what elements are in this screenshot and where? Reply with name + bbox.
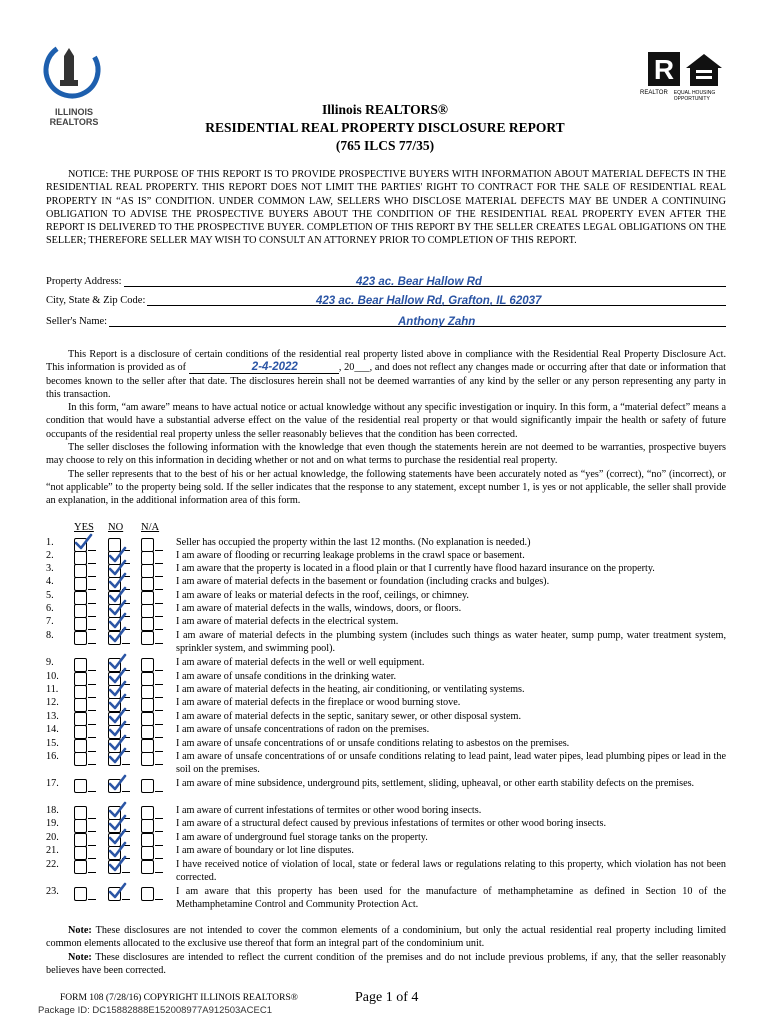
question-number: 2.	[46, 550, 54, 561]
answer-underline	[88, 899, 96, 900]
question-8-no-checkbox[interactable]	[108, 631, 121, 645]
question-19-na-checkbox[interactable]	[141, 819, 154, 833]
city-state-zip-label: City, State & Zip Code:	[46, 295, 146, 306]
question-7-yes-checkbox[interactable]	[74, 617, 87, 631]
form-copyright: FORM 108 (7/28/16) COPYRIGHT ILLINOIS REALTORS®	[60, 993, 298, 1003]
column-na-header: N/A	[141, 522, 160, 533]
question-text: I am aware of material defects in the well or well equipment.	[176, 657, 425, 668]
question-number: 8.	[46, 630, 54, 641]
question-number: 16.	[46, 751, 59, 762]
question-17-no-checkbox[interactable]	[108, 779, 121, 793]
seller-name-input[interactable]: Anthony Zahn	[398, 316, 476, 328]
note-2	[46, 951, 726, 978]
question-23-no-checkbox[interactable]	[108, 887, 121, 901]
question-number: 14.	[46, 724, 59, 735]
question-text: I am aware of current infestations of termites or other wood boring insects.	[176, 805, 482, 816]
answer-underline	[88, 550, 96, 551]
question-text: I am aware of unsafe concentrations of radon on the premises.	[176, 724, 430, 735]
answer-underline	[88, 563, 96, 564]
answer-underline	[88, 764, 96, 765]
answer-underline	[155, 629, 163, 630]
answer-underline	[122, 791, 130, 792]
question-19-yes-checkbox[interactable]	[74, 819, 87, 833]
question-text: I am aware of material defects in the heating, air conditioning, or ventilating systems.	[176, 684, 525, 695]
question-16-no-checkbox[interactable]	[108, 752, 121, 766]
note-1-label: Note:	[68, 925, 92, 936]
answer-underline	[88, 697, 96, 698]
answer-underline	[155, 643, 163, 644]
question-number: 5.	[46, 590, 54, 601]
question-2-na-checkbox[interactable]	[141, 551, 154, 565]
question-text: I am aware of material defects in the septic, sanitary sewer, or other disposal system.	[176, 711, 521, 722]
question-15-yes-checkbox[interactable]	[74, 739, 87, 753]
question-4-yes-checkbox[interactable]	[74, 577, 87, 591]
question-number: 19.	[46, 818, 59, 829]
checkmark-icon	[107, 855, 127, 873]
question-text: I am aware of material defects in the basement or foundation (including cracks and bulges).	[176, 576, 550, 587]
question-text: I am aware of unsafe conditions in the drinking water.	[176, 671, 397, 682]
city-state-zip-input[interactable]: 423 ac. Bear Hallow Rd, Grafton, IL 62037	[316, 295, 542, 307]
answer-underline	[155, 550, 163, 551]
question-number: 4.	[46, 576, 54, 587]
property-address-input[interactable]: 423 ac. Bear Hallow Rd	[356, 276, 482, 288]
answer-underline	[122, 872, 130, 873]
question-text: I am aware of material defects in the fireplace or wood burning stove.	[176, 697, 461, 708]
answer-underline	[88, 643, 96, 644]
note-2-text: These disclosures are intended to reflect the current condition of the premises and do not include previous problems, if any, that the seller reasonably believes have been corrected.	[46, 951, 726, 976]
question-10-yes-checkbox[interactable]	[74, 672, 87, 686]
answer-underline	[88, 589, 96, 590]
answer-underline	[155, 858, 163, 859]
question-23-yes-checkbox[interactable]	[74, 887, 87, 901]
intro-text	[46, 348, 726, 508]
answer-underline	[122, 899, 130, 900]
question-text: I am aware of underground fuel storage tanks on the property.	[176, 832, 428, 843]
question-15-na-checkbox[interactable]	[141, 739, 154, 753]
question-number: 3.	[46, 563, 54, 574]
question-number: 10.	[46, 671, 59, 682]
realtor-mark-text: REALTOR	[640, 90, 668, 96]
realtor-equal-housing-logos	[640, 50, 740, 100]
answer-underline	[88, 724, 96, 725]
question-text: I am aware that the property is located in a flood plain or that I currently have flood hazard insurance on the property.	[176, 563, 655, 574]
answer-underline	[155, 791, 163, 792]
question-number: 23.	[46, 886, 59, 897]
intro-paragraph-1	[46, 348, 726, 401]
question-13-yes-checkbox[interactable]	[74, 712, 87, 726]
answer-underline	[155, 616, 163, 617]
question-text: I am aware of a structural defect caused by previous infestations of termites or other wood boring insects.	[176, 818, 606, 829]
question-16-yes-checkbox[interactable]	[74, 752, 87, 766]
question-9-na-checkbox[interactable]	[141, 658, 154, 672]
question-10-na-checkbox[interactable]	[141, 672, 154, 686]
question-text: I am aware of material defects in the electrical system.	[176, 616, 399, 627]
question-text: Seller has occupied the property within the last 12 months. (No explanation is needed.)	[176, 537, 531, 548]
header-title: RESIDENTIAL REAL PROPERTY DISCLOSURE REPORT	[205, 120, 565, 135]
answer-underline	[155, 670, 163, 671]
answer-underline	[155, 737, 163, 738]
answer-underline	[88, 737, 96, 738]
question-21-na-checkbox[interactable]	[141, 846, 154, 860]
seller-name-row	[46, 313, 726, 329]
question-text: I am aware of material defects in the plumbing system (includes such things as water heater, sump pump, water treatment system, sprinkler system, and swimming pool).	[176, 630, 726, 654]
question-number: 7.	[46, 616, 54, 627]
answer-underline	[155, 845, 163, 846]
question-18-yes-checkbox[interactable]	[74, 806, 87, 820]
answer-underline	[155, 576, 163, 577]
question-6-na-checkbox[interactable]	[141, 604, 154, 618]
question-number: 9.	[46, 657, 54, 668]
answer-underline	[88, 751, 96, 752]
question-number: 15.	[46, 738, 59, 749]
question-text: I am aware of boundary or lot line disputes.	[176, 845, 354, 856]
question-number: 18.	[46, 805, 59, 816]
question-18-na-checkbox[interactable]	[141, 806, 154, 820]
question-14-yes-checkbox[interactable]	[74, 725, 87, 739]
question-number: 11.	[46, 684, 59, 695]
question-1-na-checkbox[interactable]	[141, 538, 154, 552]
answer-underline	[155, 831, 163, 832]
checkmark-icon	[107, 626, 127, 644]
question-number: 17.	[46, 778, 59, 789]
question-17-na-checkbox[interactable]	[141, 779, 154, 793]
question-text: I have received notice of violation of local, state or federal laws or regulations relating to this property, which violation has not been corrected.	[176, 859, 726, 883]
answer-underline	[88, 670, 96, 671]
question-3-yes-checkbox[interactable]	[74, 564, 87, 578]
answer-underline	[88, 710, 96, 711]
page-number: Page 1 of 4	[355, 990, 419, 1005]
answer-underline	[155, 697, 163, 698]
intro-paragraph-3: The seller discloses the following information with the knowledge that even though the statements herein are not deemed to be warranties, prospective buyers may choose to rely on this information in deciding whether or not and on what terms to purchase the residential real property.	[46, 442, 726, 467]
answer-underline	[155, 899, 163, 900]
question-9-yes-checkbox[interactable]	[74, 658, 87, 672]
answer-underline	[88, 576, 96, 577]
answer-underline	[88, 818, 96, 819]
answer-underline	[122, 764, 130, 765]
checkmark-icon	[107, 882, 127, 900]
checkmark-icon	[107, 747, 127, 765]
question-12-yes-checkbox[interactable]	[74, 698, 87, 712]
question-20-yes-checkbox[interactable]	[74, 833, 87, 847]
question-22-no-checkbox[interactable]	[108, 860, 121, 874]
answer-underline	[88, 858, 96, 859]
answer-underline	[88, 629, 96, 630]
answer-underline	[155, 603, 163, 604]
note-1	[46, 924, 726, 951]
question-8-yes-checkbox[interactable]	[74, 631, 87, 645]
column-yes-header: YES	[74, 522, 94, 533]
header-org: Illinois REALTORS®	[321, 102, 448, 117]
seller-name-label: Seller's Name:	[46, 316, 108, 327]
intro-paragraph-4: The seller represents that to the best of his or her actual knowledge, the following statements have been accurately noted as “yes” (correct), “no” (incorrect), or “not applicable” to the property being sold. If the seller indicates that the response to any statement, except number 1, is yes or not applicable, the seller shall provide an explanation, in the additional information area of this form.	[46, 468, 726, 507]
checkmark-icon	[107, 774, 127, 792]
question-number: 1.	[46, 537, 54, 548]
answer-underline	[155, 563, 163, 564]
question-20-na-checkbox[interactable]	[141, 833, 154, 847]
intro-paragraph-2: In this form, “am aware” means to have actual notice or actual knowledge without any specific investigation or inquiry. In this form, a “material defect” means a condition that would have a substantial adverse effect on the value of the residential real property or that would significantly impair the health or safety of future occupants of the residential real property unless the seller reasonably believes that the condition has been corrected.	[46, 402, 726, 440]
question-11-na-checkbox[interactable]	[141, 685, 154, 699]
question-text: I am aware of material defects in the walls, windows, doors, or floors.	[176, 603, 462, 614]
property-address-row	[46, 273, 726, 289]
intro-p1-before: This Report is a disclosure of certain conditions of the residential real property listed above in compliance with the Residential Real Property Disclosure Act. This information is provided as of	[46, 349, 726, 374]
illinois-realtors-logo	[38, 42, 110, 132]
answer-underline	[155, 872, 163, 873]
checkmark-icon	[73, 533, 93, 551]
column-no-header: NO	[108, 522, 124, 533]
question-22-yes-checkbox[interactable]	[74, 860, 87, 874]
question-6-yes-checkbox[interactable]	[74, 604, 87, 618]
question-text: I am aware of unsafe concentrations of or unsafe conditions relating to lead paint, lead water pipes, lead plumbing pipes or lead in the soil on the premises.	[176, 751, 726, 775]
question-16-na-checkbox[interactable]	[141, 752, 154, 766]
notice-paragraph: NOTICE: THE PURPOSE OF THIS REPORT IS TO PROVIDE PROSPECTIVE BUYERS WITH INFORMATION ABOUT MATERIAL DEFECTS IN THE RESIDENTIAL REAL PROPERTY. THIS REPORT DOES NOT LIMIT THE PARTIES' RIGHT TO CONTRACT FOR THE SALE OF RESIDENTIAL REAL PROPERTY IN “AS IS” CONDITION. UNDER COMMON LAW, SELLERS WHO DISCLOSE MATERIAL DEFECTS MAY BE UNDER A CONTINUING OBLIGATION TO ADVISE THE PROSPECTIVE BUYERS ABOUT THE CONDITION OF THE RESIDENTIAL REAL PROPERTY EVEN AFTER THE REPORT IS DELIVERED TO THE PROSPECTIVE BUYER. COMPLETION OF THIS REPORT BY THE SELLER CREATES LEGAL OBLIGATIONS ON THE SELLER; THEREFORE SELLER MAY WISH TO CONSULT AN ATTORNEY PRIOR TO COMPLETION OF THIS REPORT.	[46, 169, 726, 247]
logo-text-line2: REALTORS	[49, 117, 99, 127]
answer-underline	[155, 751, 163, 752]
question-number: 22.	[46, 859, 59, 870]
disclosure-date-input[interactable]: 2-4-2022	[189, 361, 339, 374]
question-17-yes-checkbox[interactable]	[74, 779, 87, 793]
property-address-label: Property Address:	[46, 276, 122, 287]
question-5-na-checkbox[interactable]	[141, 591, 154, 605]
answer-underline	[88, 831, 96, 832]
question-22-na-checkbox[interactable]	[141, 860, 154, 874]
question-text: I am aware of unsafe concentrations of or unsafe conditions relating to asbestos on the premises.	[176, 738, 570, 749]
equal-housing-text: EQUAL HOUSING OPPORTUNITY	[673, 90, 716, 102]
question-11-yes-checkbox[interactable]	[74, 685, 87, 699]
answer-underline	[155, 684, 163, 685]
question-2-yes-checkbox[interactable]	[74, 551, 87, 565]
notes-section	[46, 924, 726, 977]
question-4-na-checkbox[interactable]	[141, 577, 154, 591]
question-text: I am aware of leaks or material defects in the roof, ceilings, or chimney.	[176, 590, 469, 601]
note-1-text: These disclosures are not intended to cover the common elements of a condominium, but only the actual residential real property including limited common elements allocated to the exclusive use thereof that form an integral part of the condominium unit.	[46, 925, 726, 950]
question-number: 20.	[46, 832, 59, 843]
question-text: I am aware of flooding or recurring leakage problems in the crawl space or basement.	[176, 550, 525, 561]
logo-text-line1: ILLINOIS	[55, 107, 93, 117]
question-number: 21.	[46, 845, 59, 856]
question-number: 13.	[46, 711, 59, 722]
question-7-na-checkbox[interactable]	[141, 617, 154, 631]
question-14-na-checkbox[interactable]	[141, 725, 154, 739]
intro-p1-after: , 20___, and does not reflect any changes made or occurring after that date or information that becomes known to the seller after that date. The disclosures herein shall not be deemed warranties of any kind by the seller or any person representing any party in this transaction.	[46, 362, 726, 400]
answer-underline	[155, 818, 163, 819]
header-statute: (765 ILCS 77/35)	[335, 138, 435, 153]
svg-text:R: R	[653, 54, 675, 85]
question-text: I am aware of mine subsidence, underground pits, settlement, sliding, upheaval, or other earth stability defects on the premises.	[176, 778, 695, 789]
question-number: 12.	[46, 697, 59, 708]
question-1-yes-checkbox[interactable]	[74, 538, 87, 552]
answer-underline	[88, 603, 96, 604]
answer-underline	[155, 764, 163, 765]
question-12-na-checkbox[interactable]	[141, 698, 154, 712]
answer-underline	[122, 643, 130, 644]
question-3-na-checkbox[interactable]	[141, 564, 154, 578]
question-number: 6.	[46, 603, 54, 614]
answer-underline	[155, 710, 163, 711]
note-2-label: Note:	[68, 951, 92, 963]
answer-underline	[88, 616, 96, 617]
question-5-yes-checkbox[interactable]	[74, 591, 87, 605]
answer-underline	[88, 791, 96, 792]
answer-underline	[88, 872, 96, 873]
answer-underline	[88, 845, 96, 846]
question-text: I am aware that this property has been used for the manufacture of methamphetamine as defined in Section 10 of the Methamphetamine Control and Community Protection Act.	[176, 886, 726, 910]
question-23-na-checkbox[interactable]	[141, 887, 154, 901]
package-id: Package ID: DC15882888E152008977A912503ACEC1	[38, 1005, 272, 1016]
question-8-na-checkbox[interactable]	[141, 631, 154, 645]
answer-underline	[88, 684, 96, 685]
question-13-na-checkbox[interactable]	[141, 712, 154, 726]
answer-underline	[155, 589, 163, 590]
city-state-zip-row	[46, 292, 726, 308]
answer-underline	[155, 724, 163, 725]
realtor-r-icon	[640, 50, 740, 90]
logo-emblem-icon	[38, 42, 110, 102]
question-21-yes-checkbox[interactable]	[74, 846, 87, 860]
